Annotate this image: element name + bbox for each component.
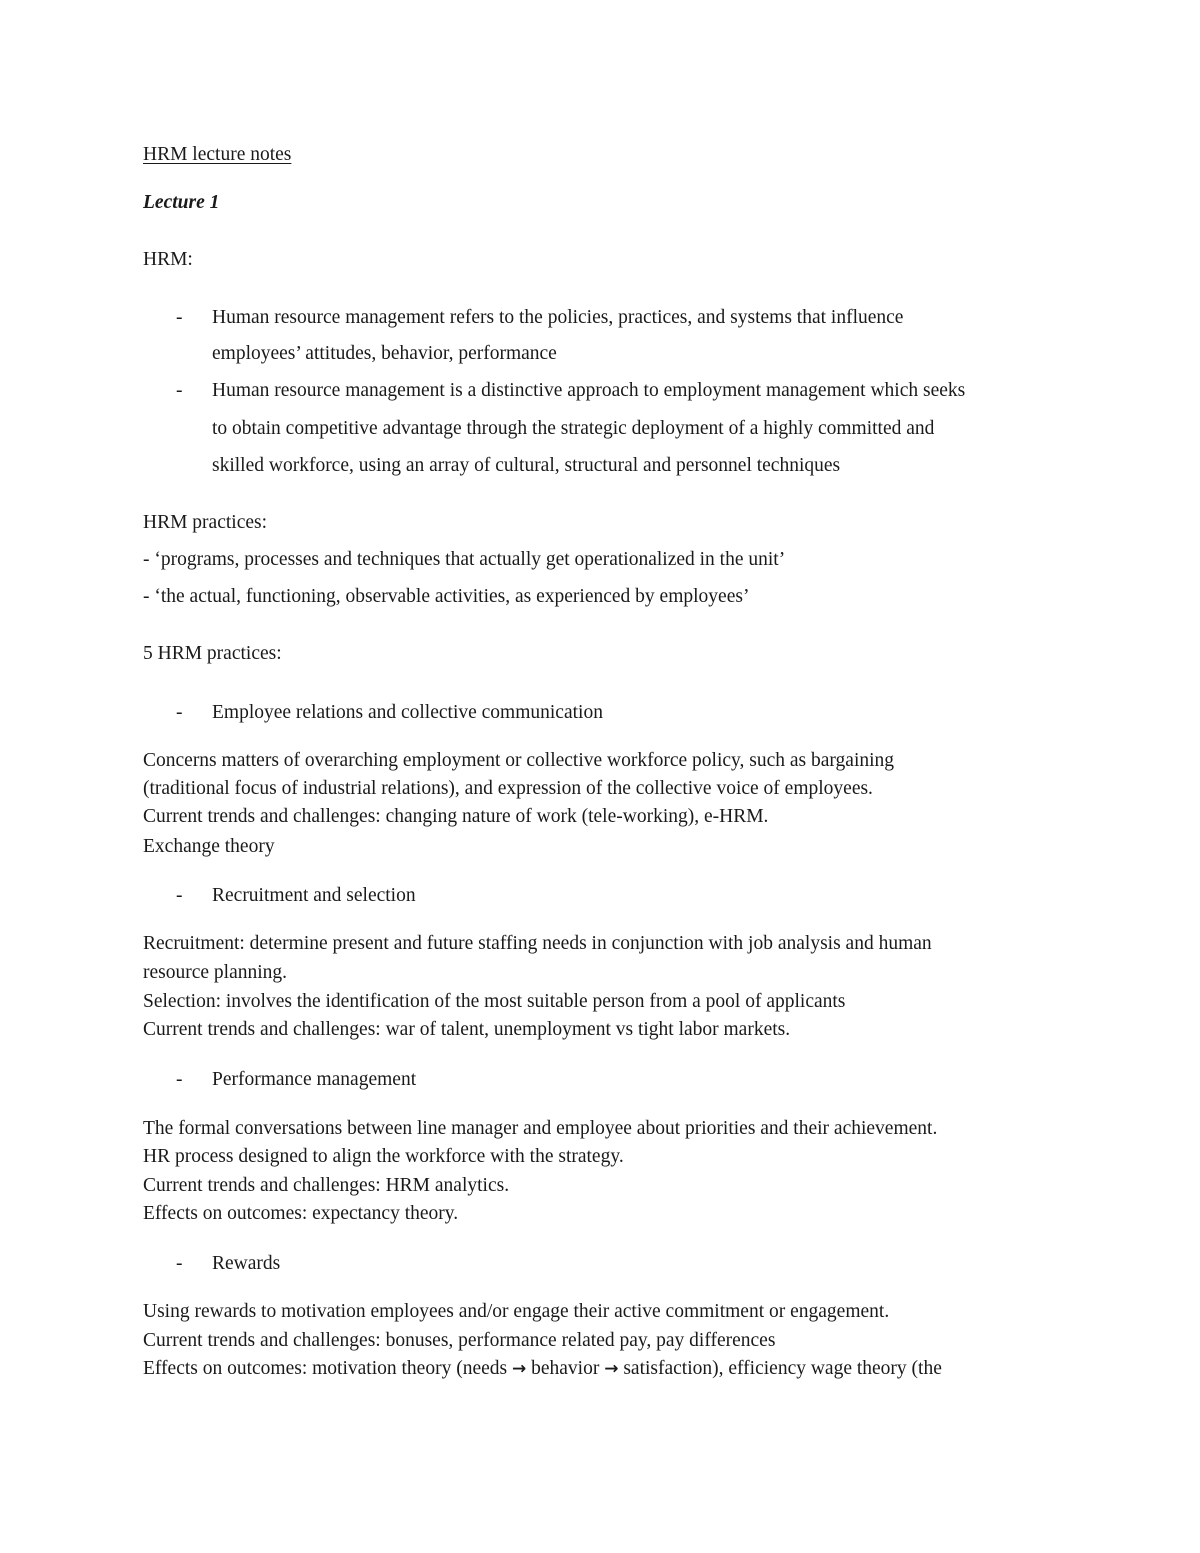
performance-line-3: Current trends and challenges: HRM analytics.: [143, 1175, 510, 1196]
section-heading-employee-relations: Employee relations and collective communication: [212, 702, 603, 723]
rewards-line-3-part-a: Effects on outcomes: motivation theory (needs: [143, 1358, 512, 1379]
employee-relations-line-2: (traditional focus of industrial relations), and expression of the collective voice of employees.: [143, 778, 873, 799]
practices-item-1: - ‘programs, processes and techniques that actually get operationalized in the unit’: [143, 549, 786, 570]
employee-relations-line-1: Concerns matters of overarching employment or collective workforce policy, such as bargaining: [143, 750, 895, 771]
rewards-line-3: [143, 1357, 942, 1381]
performance-line-2: HR process designed to align the workforce with the strategy.: [143, 1146, 624, 1167]
recruitment-line-1: Recruitment: determine present and future staffing needs in conjunction with job analysis and human: [143, 933, 932, 954]
bullet-dash: -: [176, 1069, 183, 1090]
section-heading-recruitment: Recruitment and selection: [212, 885, 416, 906]
practices-item-2: - ‘the actual, functioning, observable activities, as experienced by employees’: [143, 586, 750, 607]
rewards-line-3-part-b: behavior: [526, 1358, 605, 1379]
recruitment-line-2: resource planning.: [143, 962, 288, 983]
definition-1-line-2: employees’ attitudes, behavior, performance: [212, 343, 557, 364]
performance-line-4: Effects on outcomes: expectancy theory.: [143, 1203, 459, 1224]
bullet-dash: -: [176, 885, 183, 906]
section-heading-performance: Performance management: [212, 1069, 417, 1090]
document-title: HRM lecture notes: [143, 144, 292, 165]
definition-2-line-3: skilled workforce, using an array of cultural, structural and personnel techniques: [212, 455, 841, 476]
bullet-dash: -: [176, 307, 183, 328]
bullet-dash: -: [176, 1253, 183, 1274]
recruitment-line-4: Current trends and challenges: war of talent, unemployment vs tight labor markets.: [143, 1019, 791, 1040]
rewards-line-2: Current trends and challenges: bonuses, performance related pay, pay differences: [143, 1330, 776, 1351]
five-practices-heading: 5 HRM practices:: [143, 643, 282, 664]
bullet-dash: -: [176, 380, 183, 401]
lecture-heading: Lecture 1: [143, 192, 220, 213]
section-heading-rewards: Rewards: [212, 1253, 281, 1274]
definition-2-line-1: Human resource management is a distinctive approach to employment management which seeks: [212, 380, 966, 401]
rewards-line-3-part-c: satisfaction), efficiency wage theory (the: [618, 1358, 942, 1379]
arrow-right-icon: →: [511, 1359, 527, 1379]
recruitment-line-3: Selection: involves the identification of the most suitable person from a pool of applicants: [143, 991, 846, 1012]
employee-relations-line-4: Exchange theory: [143, 836, 275, 857]
bullet-dash: -: [176, 702, 183, 723]
practices-heading: HRM practices:: [143, 512, 268, 533]
definition-1-line-1: Human resource management refers to the policies, practices, and systems that influence: [212, 307, 904, 328]
definition-2-line-2: to obtain competitive advantage through the strategic deployment of a highly committed and: [212, 418, 935, 439]
rewards-line-1: Using rewards to motivation employees and/or engage their active commitment or engagement.: [143, 1301, 890, 1322]
hrm-heading: HRM:: [143, 249, 193, 270]
performance-line-1: The formal conversations between line manager and employee about priorities and their achievement.: [143, 1118, 938, 1139]
arrow-right-icon: →: [604, 1359, 619, 1379]
employee-relations-line-3: Current trends and challenges: changing nature of work (tele-working), e-HRM.: [143, 806, 769, 827]
